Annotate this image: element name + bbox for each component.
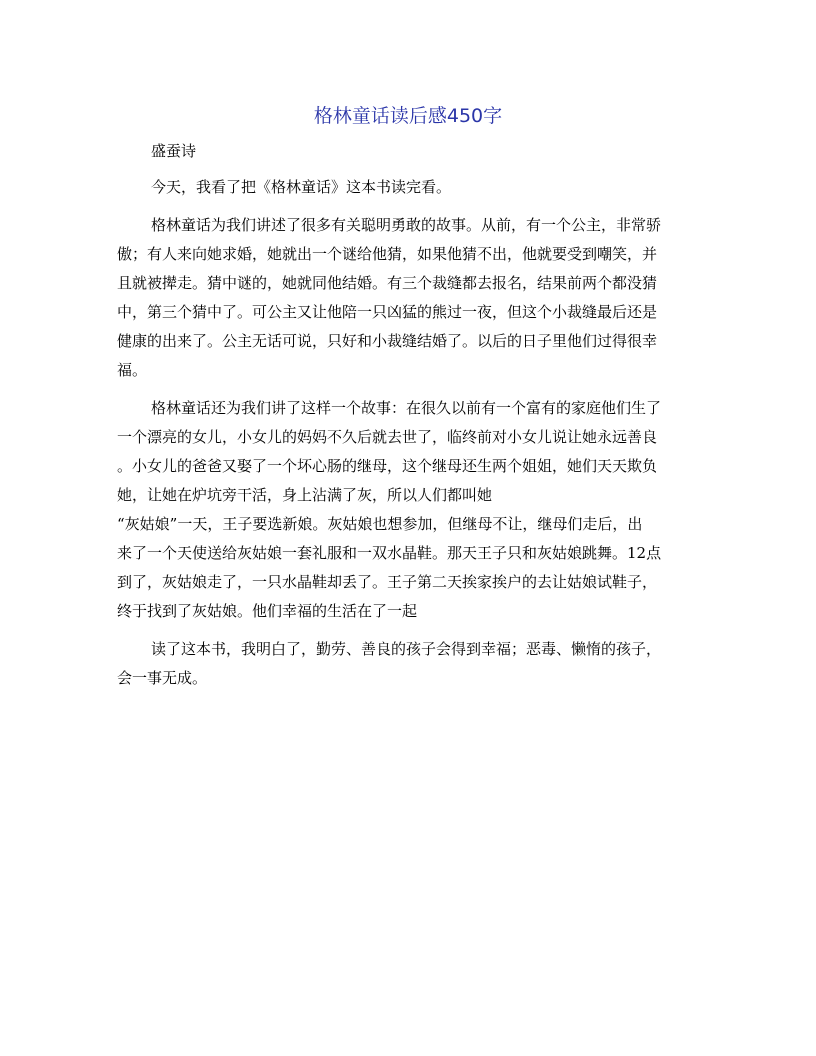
document-title: 格林童话读后感450字 [313, 105, 503, 127]
paragraph-line: 读了这本书，我明白了，勤劳、善良的孩子会得到幸福；恶毒、懒惰的孩子， [151, 640, 662, 658]
paragraph-line: 格林童话还为我们讲了这样一个故事：在很久以前有一个富有的家庭他们生了 [151, 399, 662, 417]
paragraph-line: 一个漂亮的女儿，小女儿的妈妈不久后就去世了，临终前对小女儿说让她永远善良 [117, 428, 658, 446]
paragraph-line: 到了，灰姑娘走了，一只水晶鞋却丢了。王子第二天挨家挨户的去让姑娘试鞋子， [117, 573, 658, 591]
paragraph-line: 。小女儿的爸爸又娶了一个坏心肠的继母，这个继母还生两个姐姐，她们天天欺负 [117, 457, 658, 475]
document-body [117, 173, 697, 702]
paragraph-3 [117, 394, 697, 626]
paragraph-line: 傲；有人来向她求婚，她就出一个谜给他猜，如果他猜不出，他就要受到嘲笑，并 [117, 245, 658, 263]
paragraph-line: 她，让她在炉坑旁干活，身上沾满了灰，所以人们都叫她 [117, 486, 493, 504]
paragraph-line: “灰姑娘”一天，王子要选新娘。灰姑娘也想参加，但继母不让，继母们走后，出 [117, 515, 643, 533]
paragraph-line: 终于找到了灰姑娘。他们幸福的生活在了一起 [117, 602, 418, 620]
paragraph-line: 健康的出来了。公主无话可说，只好和小裁缝结婚了。以后的日子里他们过得很幸 [117, 332, 658, 350]
paragraph-line: 格林童话为我们讲述了很多有关聪明勇敢的故事。从前，有一个公主，非常骄 [151, 216, 662, 234]
paragraph-4 [117, 635, 697, 693]
paragraph-line: 中，第三个猜中了。可公主又让他陪一只凶猛的熊过一夜，但这个小裁缝最后还是 [117, 303, 658, 321]
paragraph-line: 福。 [117, 361, 148, 379]
paragraph-line: 会一事无成。 [117, 669, 208, 687]
paragraph-line: 来了一个天使送给灰姑娘一套礼服和一双水晶鞋。那天王子只和灰姑娘跳舞。12点 [117, 544, 662, 562]
paragraph-line: 且就被撵走。猜中谜的，她就同他结婚。有三个裁缝都去报名，结果前两个都没猜 [117, 274, 658, 292]
paragraph-2 [117, 211, 697, 385]
paragraph-1 [117, 173, 697, 202]
paragraph-line: 今天，我看了把《格林童话》这本书读完看。 [151, 178, 452, 196]
document-author: 盛蚕诗 [151, 142, 197, 160]
